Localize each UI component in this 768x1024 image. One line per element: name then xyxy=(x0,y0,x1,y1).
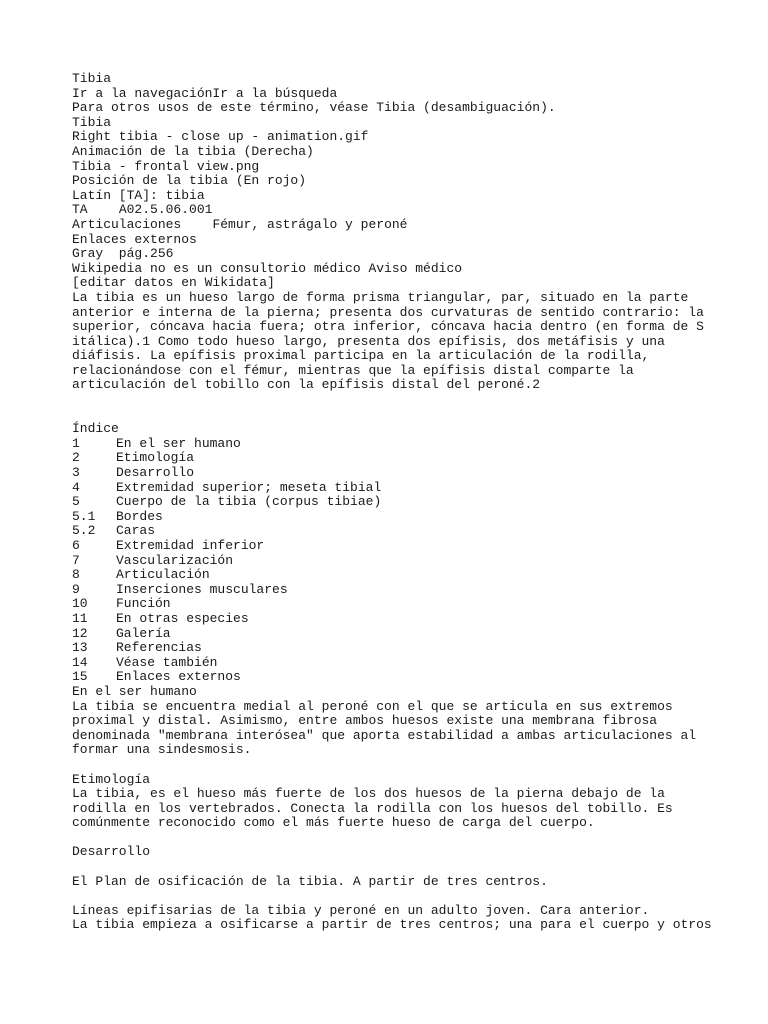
toc-item-label[interactable]: Extremidad inferior xyxy=(116,538,265,553)
spacer xyxy=(72,889,712,904)
infobox-external-links[interactable]: Enlaces externos xyxy=(72,231,197,247)
spacer xyxy=(72,758,712,773)
paragraph-line: La tibia se encuentra medial al peroné con el que se articula en sus extremos xyxy=(72,698,673,714)
section-etimologia xyxy=(72,773,712,831)
paragraph-line: La tibia empieza a osificarse a partir de tres centros; una para el cuerpo y otros xyxy=(72,917,712,933)
toc-item-number: 4 xyxy=(72,479,80,495)
toc-item[interactable] xyxy=(72,510,712,525)
section-heading: En el ser humano xyxy=(72,683,197,699)
infobox xyxy=(72,116,712,291)
toc-item[interactable] xyxy=(72,583,712,598)
toc-item-number: 10 xyxy=(72,596,88,612)
toc-item[interactable] xyxy=(72,481,712,496)
toc-item-label[interactable]: Inserciones musculares xyxy=(116,581,288,597)
section-heading: Etimología xyxy=(72,771,151,787)
toc-item-label[interactable]: Enlaces externos xyxy=(116,669,241,685)
toc-item-number: 6 xyxy=(72,538,80,553)
infobox-articulations-value: Fémur, astrágalo y peroné xyxy=(212,216,408,232)
infobox-articulations-key: Articulaciones xyxy=(72,216,182,232)
toc-item-label[interactable]: Vascularización xyxy=(116,552,234,568)
image-caption: El Plan de osificación de la tibia. A partir de tres centros. xyxy=(72,873,548,889)
intro-paragraph xyxy=(72,291,712,393)
toc-item[interactable] xyxy=(72,451,712,466)
toc-item[interactable] xyxy=(72,495,712,510)
toc-item[interactable] xyxy=(72,656,712,671)
paragraph-line: rodilla en los vertebrados. Conecta la rodilla con los huesos del tobillo. Es xyxy=(72,800,673,816)
disambiguation-note: Para otros usos de este término, véase Tibia (desambiguación). xyxy=(72,100,556,116)
infobox-caption-1: Animación de la tibia (Derecha) xyxy=(72,143,314,159)
toc-item-number: 14 xyxy=(72,654,88,670)
toc-item[interactable] xyxy=(72,627,712,642)
spacer xyxy=(72,408,712,423)
intro-line: La tibia es un hueso largo de forma prisma triangular, par, situado en la parte xyxy=(72,289,689,305)
spacer xyxy=(72,860,712,875)
toc-item-number: 3 xyxy=(72,465,80,481)
intro-line: anterior e interna de la pierna; presenta dos curvaturas de sentido contrario: la xyxy=(72,304,704,320)
toc-title: Índice xyxy=(72,421,119,437)
toc-item-label[interactable]: Desarrollo xyxy=(116,465,195,481)
infobox-gray: Gray pág.256 xyxy=(72,246,174,262)
toc-item-number: 12 xyxy=(72,625,88,641)
table-of-contents xyxy=(72,422,712,685)
document-page xyxy=(72,72,712,933)
toc-item-label[interactable]: Extremidad superior; meseta tibial xyxy=(116,479,382,495)
toc-item-label[interactable]: Galería xyxy=(116,625,171,641)
wikidata-edit-link[interactable]: [editar datos en Wikidata] xyxy=(72,275,275,291)
section-desarrollo xyxy=(72,845,712,933)
section-heading: Desarrollo xyxy=(72,844,151,860)
paragraph-line: denominada "membrana interósea" que aporta estabilidad a ambas articulaciones al xyxy=(72,727,697,743)
toc-item[interactable] xyxy=(72,612,712,627)
infobox-image-1[interactable]: Right tibia - close up - animation.gif xyxy=(72,129,369,145)
spacer xyxy=(72,831,712,846)
toc-list xyxy=(72,437,712,685)
infobox-articulations-row xyxy=(72,218,712,233)
image-caption: Líneas epifisarias de la tibia y peroné en un adulto joven. Cara anterior. xyxy=(72,902,650,918)
paragraph-line: comúnmente reconocido como el más fuerte hueso de carga del cuerpo. xyxy=(72,815,595,831)
toc-item[interactable] xyxy=(72,539,712,554)
toc-item-label[interactable]: Articulación xyxy=(116,567,210,583)
toc-item-number: 9 xyxy=(72,581,80,597)
toc-item-label[interactable]: Cuerpo de la tibia (corpus tibiae) xyxy=(116,494,382,510)
toc-item-label[interactable]: En el ser humano xyxy=(116,435,241,451)
section-en-el-ser-humano xyxy=(72,685,712,758)
toc-item-label[interactable]: Caras xyxy=(116,523,156,539)
infobox-caption-2: Posición de la tibia (En rojo) xyxy=(72,173,307,189)
toc-item[interactable] xyxy=(72,670,712,685)
intro-line: articulación del tobillo con la epífisis distal del peroné.2 xyxy=(72,377,541,393)
paragraph-line: proximal y distal. Asimismo, entre ambos huesos existe una membrana fibrosa xyxy=(72,713,658,729)
infobox-image-2[interactable]: Tibia - frontal view.png xyxy=(72,158,260,174)
infobox-title: Tibia xyxy=(72,114,112,130)
toc-item-number: 13 xyxy=(72,640,88,656)
toc-item-label[interactable]: Referencias xyxy=(116,640,202,656)
infobox-ta-value: A02.5.06.001 xyxy=(118,202,213,218)
toc-item-number: 11 xyxy=(72,610,88,626)
nav-links[interactable]: Ir a la navegaciónIr a la búsqueda xyxy=(72,85,338,101)
infobox-latin: Latín [TA]: tibia xyxy=(72,187,205,203)
page-title: Tibia xyxy=(72,71,112,86)
paragraph-line: formar una sindesmosis. xyxy=(72,742,252,758)
toc-item-number: 15 xyxy=(72,669,88,685)
intro-line: diáfisis. La epífisis proximal participa en la articulación de la rodilla, xyxy=(72,348,650,364)
paragraph-line: La tibia, es el hueso más fuerte de los dos huesos de la pierna debajo de la xyxy=(72,786,665,802)
toc-item[interactable] xyxy=(72,597,712,612)
intro-line: relacionándose con el fémur, mientras que la epífisis distal comparte la xyxy=(72,362,634,378)
toc-item-label[interactable]: Función xyxy=(116,596,171,612)
toc-item[interactable] xyxy=(72,554,712,569)
toc-item-number: 2 xyxy=(72,450,80,466)
medical-disclaimer[interactable]: Wikipedia no es un consultorio médico Aviso médico xyxy=(72,260,463,276)
toc-item-number: 5.1 xyxy=(72,508,96,524)
toc-item-number: 5.2 xyxy=(72,523,96,539)
toc-item[interactable] xyxy=(72,568,712,583)
toc-item-label[interactable]: Véase también xyxy=(116,654,218,670)
toc-item-number: 5 xyxy=(72,494,80,510)
toc-item[interactable] xyxy=(72,641,712,656)
infobox-ta-key: TA xyxy=(72,202,88,218)
toc-item-number: 7 xyxy=(72,552,80,568)
toc-item[interactable] xyxy=(72,524,712,539)
toc-item[interactable] xyxy=(72,466,712,481)
intro-line: superior, cóncava hacia fuera; otra inferior, cóncava hacia dentro (en forma de S xyxy=(72,319,704,335)
toc-item-label[interactable]: Bordes xyxy=(116,508,163,524)
toc-item-number: 1 xyxy=(72,435,80,451)
spacer xyxy=(72,393,712,408)
infobox-ta-row xyxy=(72,203,712,218)
toc-item-number: 8 xyxy=(72,567,80,583)
toc-item-label[interactable]: Etimología xyxy=(116,450,195,466)
intro-line: itálica).1 Como todo hueso largo, presenta dos epífisis, dos metáfisis y una xyxy=(72,333,665,349)
toc-item[interactable] xyxy=(72,437,712,452)
toc-item-label[interactable]: En otras especies xyxy=(116,610,249,626)
